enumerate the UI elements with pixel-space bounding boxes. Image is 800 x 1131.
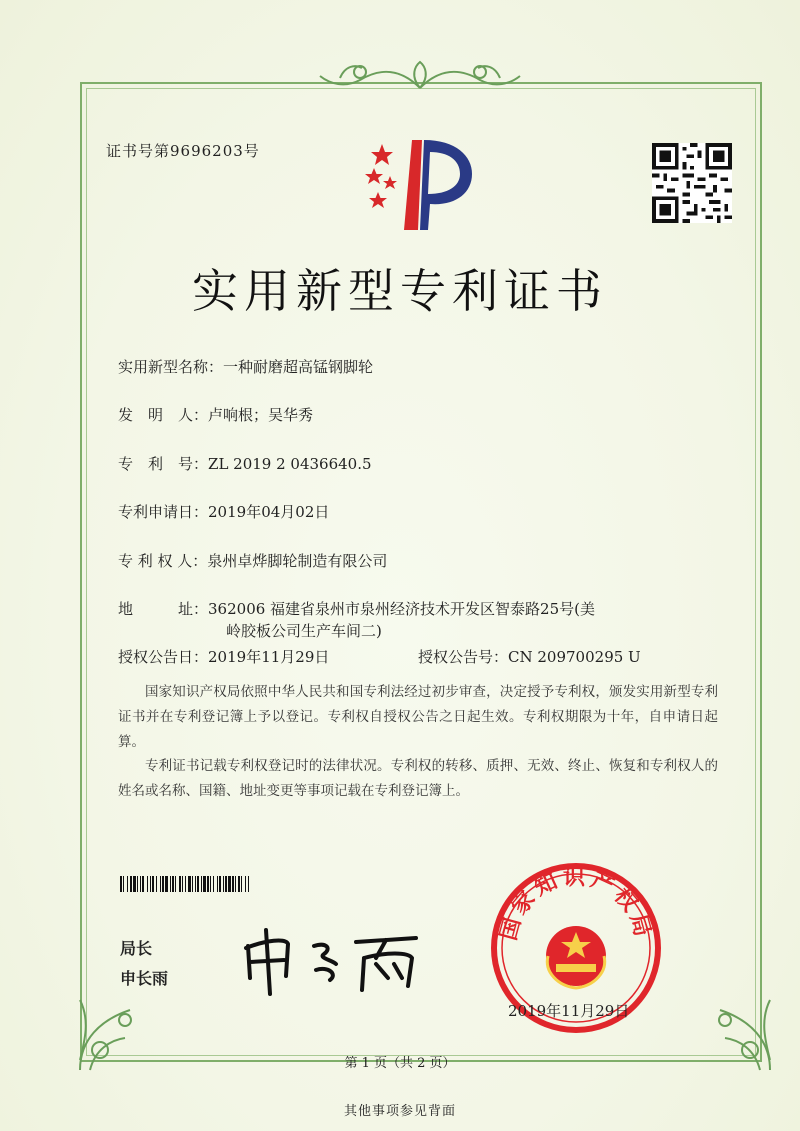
grant-date-row	[118, 646, 329, 667]
inventor-label: 发 明 人：	[118, 406, 209, 424]
certificate-number: 证书号第9696203号	[106, 142, 260, 160]
patentee-row	[118, 550, 387, 571]
certificate-title: 实用新型专利证书	[192, 264, 608, 318]
address-value-line1: 362006 福建省泉州市泉州经济技术开发区智泰路25号(美	[208, 600, 595, 618]
patent-number-value: ZL 2019 2 0436640.5	[208, 455, 372, 473]
seal-date: 2019年11月29日	[508, 1002, 630, 1020]
cnipa-logo-icon	[360, 136, 480, 234]
filing-date-value: 2019年04月02日	[208, 503, 330, 521]
top-floral-ornament-icon	[300, 58, 540, 98]
footer-note: 其他事项参见背面	[343, 1104, 456, 1119]
utility-name-value: 一种耐磨超高锰钢脚轮	[223, 358, 374, 376]
patentee-label: 专 利 权 人：	[118, 552, 208, 570]
director-name: 申长雨	[120, 969, 169, 988]
address-label: 地 址：	[118, 600, 209, 618]
patent-number-row	[118, 453, 372, 474]
page-number: 第 1 页（共 2 页）	[344, 1056, 456, 1071]
patentee-value: 泉州卓烨脚轮制造有限公司	[207, 552, 388, 570]
filing-date-row	[118, 501, 329, 522]
director-title: 局长	[120, 939, 153, 958]
grant-number-value: CN 209700295 U	[508, 648, 641, 666]
barcode-icon	[120, 876, 368, 892]
address-value-line2: 岭胶板公司生产车间二)	[226, 622, 382, 640]
director-signature-icon	[236, 918, 436, 998]
address-row	[118, 598, 595, 619]
qr-code-icon	[652, 143, 732, 223]
grant-number-label: 授权公告号：	[418, 648, 509, 666]
legal-status-paragraph: 专利证书记载专利权登记时的法律状况。专利权的转移、质押、无效、终止、恢复和专利权人的姓名或名称、国籍、地址变更等事项记载在专利登记簿上。	[118, 758, 718, 799]
grant-date-label: 授权公告日：	[118, 648, 209, 666]
filing-date-label: 专利申请日：	[118, 503, 209, 521]
svg-text:国家知识产权局: 国家知识产权局	[496, 865, 656, 944]
inventor-row	[118, 404, 313, 425]
inventor-value: 卢响根；吴华秀	[208, 406, 314, 424]
grant-statement-paragraph: 国家知识产权局依照中华人民共和国专利法经过初步审查，决定授予专利权，颁发实用新型专利证书并在专利登记簿上予以登记。专利权自授权公告之日起生效。专利权期限为十年，自申请日起算。	[118, 684, 718, 750]
utility-name-label: 实用新型名称：	[118, 358, 224, 376]
grant-date-value: 2019年11月29日	[208, 648, 330, 666]
grant-number-row	[418, 646, 641, 667]
utility-name-row	[118, 356, 373, 377]
patent-number-label: 专 利 号：	[118, 455, 209, 473]
